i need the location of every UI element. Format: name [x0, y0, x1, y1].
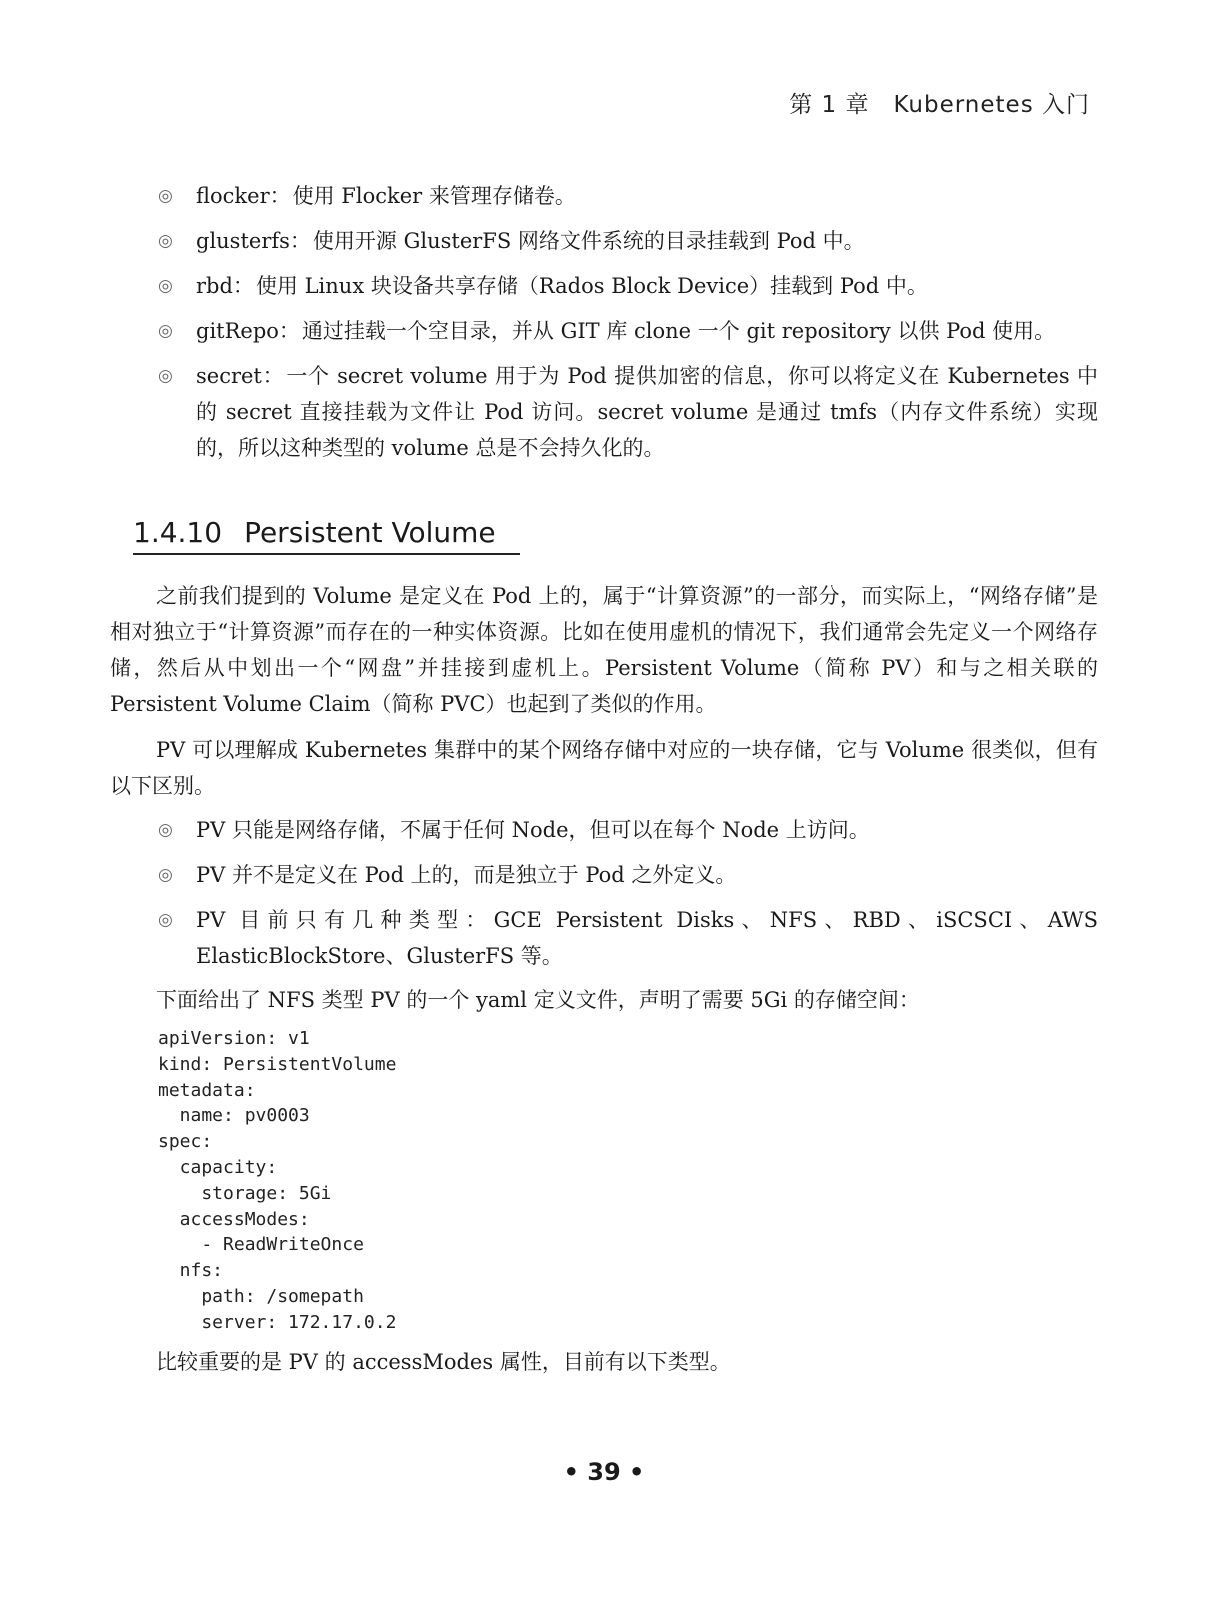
list-item [158, 902, 1098, 974]
code-line: accessModes: [158, 1208, 310, 1230]
paragraph-yaml-intro: 下面给出了 NFS 类型 PV 的一个 yaml 定义文件，声明了需要 5Gi 的存储空间： [156, 988, 920, 1012]
code-line: capacity: [158, 1156, 278, 1178]
section-title: Persistent Volume [244, 516, 496, 549]
list-item [158, 857, 1098, 893]
paragraph-intro: 之前我们提到的 Volume 是定义在 Pod 上的，属于“计算资源”的一部分，而实际上，“网络存储”是相对独立于“计算资源”而存在的一种实体资源。比如在使用虚机的情况下，我们通常会先定义一个网络存储，然后从中划出一个“网盘”并挂接到虚机上。Persistent Volume（简称 PV）和与之相关联的 Persistent Volume Claim（简称 PVC）也起到了类似的作用。 [110, 584, 1098, 716]
list-item-term: rbd： [196, 274, 254, 298]
double-circle-icon: ◎ [158, 321, 173, 341]
list-item [158, 358, 1098, 466]
code-line: metadata: [158, 1079, 256, 1101]
list-item-desc: 使用 Linux 块设备共享存储（Rados Block Device）挂载到 Pod 中。 [255, 274, 928, 298]
list-item-term: glusterfs： [196, 229, 311, 253]
double-circle-icon: ◎ [158, 865, 173, 885]
code-line: server: 172.17.0.2 [158, 1311, 397, 1333]
list-item-term: flocker： [196, 184, 291, 208]
list-item-text: PV 只能是网络存储，不属于任何 Node，但可以在每个 Node 上访问。 [196, 818, 870, 842]
code-line: - ReadWriteOnce [158, 1234, 364, 1256]
code-line: path: /somepath [158, 1285, 364, 1307]
code-line: kind: PersistentVolume [158, 1053, 397, 1075]
section-heading [133, 516, 520, 555]
list-item-term: gitRepo： [196, 319, 300, 343]
list-item-desc: 使用 Flocker 来管理存储卷。 [292, 184, 576, 208]
code-line: name: pv0003 [158, 1105, 310, 1127]
code-line: storage: 5Gi [158, 1182, 332, 1204]
paragraph-access-modes-intro: 比较重要的是 PV 的 accessModes 属性，目前有以下类型。 [156, 1350, 731, 1374]
list-item [158, 223, 1098, 259]
list-item [158, 268, 1098, 304]
list-item-desc: 使用开源 GlusterFS 网络文件系统的目录挂载到 Pod 中。 [312, 229, 865, 253]
double-circle-icon: ◎ [158, 820, 173, 840]
double-circle-icon: ◎ [158, 231, 173, 251]
page-number: • 39 • [563, 1458, 645, 1486]
list-item-text: PV 并不是定义在 Pod 上的，而是独立于 Pod 之外定义。 [196, 863, 737, 887]
list-item [158, 313, 1098, 349]
code-line: nfs: [158, 1260, 224, 1282]
list-item-text: PV 目前只有几种类型：GCE Persistent Disks、NFS、RBD、iSCSCI、AWS ElasticBlockStore、GlusterFS 等。 [196, 908, 1098, 968]
list-item-desc: 一个 secret volume 用于为 Pod 提供加密的信息，你可以将定义在 Kubernetes 中的 secret 直接挂载为文件让 Pod 访问。secret volume 是通过 tmfs（内存文件系统）实现的，所以这种类型的 volume 总是不会持久化的。 [196, 364, 1098, 460]
section-number: 1.4.10 [133, 516, 223, 549]
running-head: 第 1 章 Kubernetes 入门 [789, 92, 1090, 118]
paragraph-pv-desc: PV 可以理解成 Kubernetes 集群中的某个网络存储中对应的一块存储，它与 Volume 很类似，但有以下区别。 [110, 738, 1098, 798]
pv-difference-list [158, 812, 1098, 974]
double-circle-icon: ◎ [158, 186, 173, 206]
list-item-term: secret： [196, 364, 285, 388]
double-circle-icon: ◎ [158, 910, 173, 930]
list-item-desc: 通过挂载一个空目录，并从 GIT 库 clone 一个 git repository 以供 Pod 使用。 [301, 319, 1056, 343]
list-item [158, 812, 1098, 848]
yaml-code-block [158, 1026, 396, 1336]
list-item [158, 178, 1098, 214]
volume-type-list [158, 178, 1098, 466]
code-line: apiVersion: v1 [158, 1028, 310, 1049]
code-line: spec: [158, 1131, 213, 1153]
double-circle-icon: ◎ [158, 276, 173, 296]
double-circle-icon: ◎ [158, 366, 173, 386]
